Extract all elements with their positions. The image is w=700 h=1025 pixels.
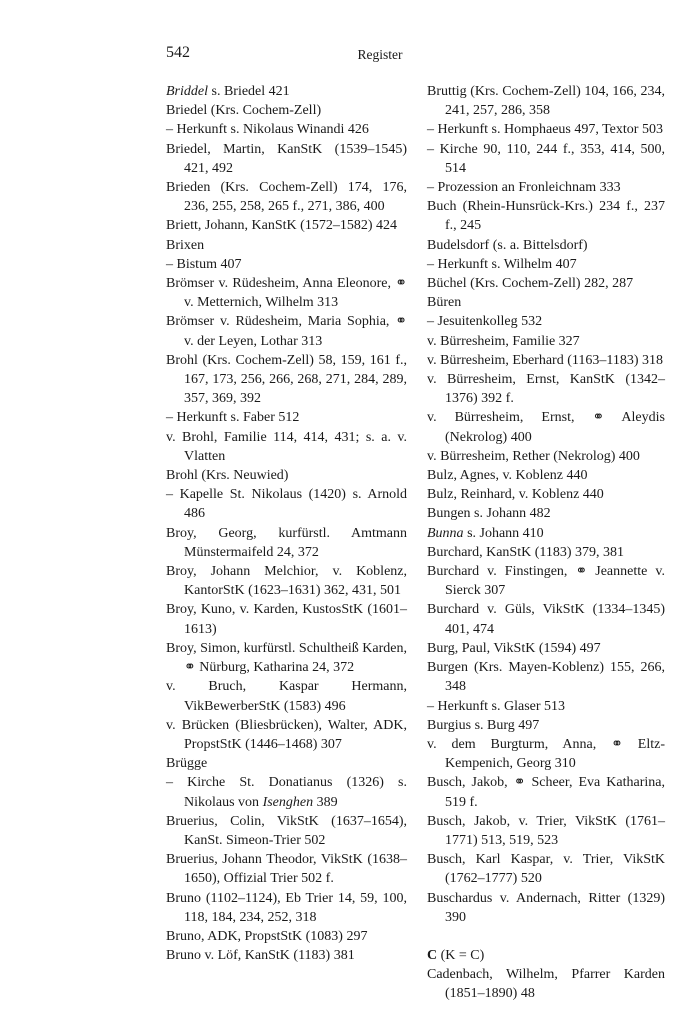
- italic-term: Isenghen: [262, 794, 314, 810]
- entry-text: Bruerius, Colin, VikStK (1637–1654), KanSt. Simeon-Trier 502: [166, 813, 407, 848]
- index-entry: [166, 255, 407, 274]
- page-number: 542: [166, 44, 190, 61]
- index-entry: [427, 562, 665, 600]
- right-column: [427, 82, 665, 1004]
- entry-text: – Herkunft s. Homphaeus 497, Textor 503: [427, 122, 663, 138]
- entry-text: v. Bürresheim, Eberhard (1163–1183) 318: [427, 352, 663, 368]
- index-entry: [427, 178, 665, 197]
- index-entry: [427, 850, 665, 888]
- index-entry: [166, 562, 407, 600]
- entry-text: v. Bürresheim, Familie 327: [427, 333, 580, 349]
- entry-text: v. Bürresheim, Rether (Nekrolog) 400: [427, 448, 640, 464]
- index-entry: [427, 697, 665, 716]
- index-entry: [166, 408, 407, 427]
- index-entry: [427, 197, 665, 235]
- entry-text: Burchard, KanStK (1183) 379, 381: [427, 544, 625, 560]
- index-entry: [166, 216, 407, 235]
- entry-text: Broy, Simon, kurfürstl. Schultheiß Karden, ⚭ Nürburg, Katharina 24, 372: [166, 640, 407, 676]
- left-column: [166, 82, 407, 965]
- index-entry: [427, 965, 665, 1003]
- index-entry: [166, 677, 407, 715]
- entry-text: Briedel (Krs. Cochem-Zell): [166, 103, 322, 119]
- index-entry: [166, 812, 407, 850]
- entry-text: – Herkunft s. Faber 512: [166, 410, 300, 426]
- index-entry: [166, 600, 407, 638]
- entry-text: Brixen: [166, 237, 205, 253]
- entry-text: – Herkunft s. Glaser 513: [427, 698, 566, 714]
- index-entry: [166, 178, 407, 216]
- index-entry: [427, 504, 665, 523]
- entry-text: – Kirche 90, 110, 244 f., 353, 414, 500, 514: [427, 141, 665, 176]
- entry-text: s. Johann 410: [467, 525, 544, 541]
- entry-text: Bungen s. Johann 482: [427, 506, 551, 522]
- index-entry: [427, 255, 665, 274]
- entry-text: – Kapelle St. Nikolaus (1420) s. Arnold 486: [166, 487, 407, 522]
- entry-text: Broy, Kuno, v. Karden, KustosStK (1601–1613): [166, 602, 407, 637]
- index-entry: [166, 524, 407, 562]
- index-entry: [427, 600, 665, 638]
- entry-text: Büren: [427, 295, 462, 311]
- index-entry: [166, 485, 407, 523]
- index-entry: [427, 408, 665, 446]
- index-entry: [427, 639, 665, 658]
- index-entry: [166, 140, 407, 178]
- entry-text: v. Bürresheim, Ernst, KanStK (1342–1376) 392 f.: [427, 372, 665, 407]
- index-entry: [166, 754, 407, 773]
- entry-text: Burchard v. Güls, VikStK (1334–1345) 401, 474: [427, 602, 665, 637]
- index-entry: [427, 485, 665, 504]
- index-entry: [427, 312, 665, 331]
- section-note: (K = C): [437, 947, 485, 963]
- index-entry: [166, 466, 407, 485]
- index-entry: [427, 812, 665, 850]
- italic-term: Briddel: [166, 84, 208, 99]
- index-entry: [166, 351, 407, 409]
- entry-text: Briett, Johann, KanStK (1572–1582) 424: [166, 218, 397, 234]
- index-entry: [427, 120, 665, 139]
- index-entry: [166, 889, 407, 927]
- index-entry: [427, 236, 665, 255]
- entry-text: v. Brücken (Bliesbrücken), Walter, ADK, PropstStK (1446–1468) 307: [166, 717, 407, 752]
- entry-text: – Prozession an Fronleichnam 333: [427, 180, 621, 196]
- entry-text: Brieden (Krs. Cochem-Zell) 174, 176, 236, 255, 258, 265 f., 271, 386, 400: [166, 180, 407, 215]
- entry-text: Bulz, Reinhard, v. Koblenz 440: [427, 487, 604, 503]
- index-entry: [427, 716, 665, 735]
- entry-text: Broy, Johann Melchior, v. Koblenz, KantorStK (1623–1631) 362, 431, 501: [166, 564, 407, 599]
- entry-text: Brömser v. Rüdesheim, Maria Sophia, ⚭ v. der Leyen, Lothar 313: [166, 314, 407, 349]
- entry-text: Busch, Karl Kaspar, v. Trier, VikStK (1762–1777) 520: [427, 852, 665, 887]
- index-entry: [427, 466, 665, 485]
- entry-text: Budelsdorf (s. a. Bittelsdorf): [427, 237, 588, 253]
- entry-text: v. Bürresheim, Ernst, ⚭ Aleydis (Nekrolog) 400: [427, 410, 665, 445]
- entry-text: s. Briedel 421: [211, 84, 290, 99]
- entry-text: Briedel, Martin, KanStK (1539–1545) 421, 492: [166, 141, 407, 176]
- entry-text: Bruttig (Krs. Cochem-Zell) 104, 166, 234, 241, 257, 286, 358: [427, 84, 665, 119]
- entry-text: Bulz, Agnes, v. Koblenz 440: [427, 468, 588, 484]
- index-entry: [166, 927, 407, 946]
- index-entry: [427, 351, 665, 370]
- entry-text: Burchard v. Finstingen, ⚭ Jeannette v. Sierck 307: [427, 564, 665, 599]
- index-entry: [166, 850, 407, 888]
- running-head: Register: [357, 47, 403, 62]
- index-entry: [427, 543, 665, 562]
- index-entry: [166, 946, 407, 965]
- entry-text: Bruerius, Johann Theodor, VikStK (1638–1650), Offizial Trier 502 f.: [166, 852, 407, 887]
- index-entry: [427, 82, 665, 120]
- entry-text: Büchel (Krs. Cochem-Zell) 282, 287: [427, 276, 634, 292]
- index-entry: [166, 639, 407, 677]
- index-entry: [427, 140, 665, 178]
- entry-text: Brömser v. Rüdesheim, Anna Eleonore, ⚭ v. Metternich, Wilhelm 313: [166, 276, 407, 311]
- entry-text: Buschardus v. Andernach, Ritter (1329) 390: [427, 890, 665, 925]
- entry-text: Busch, Jakob, v. Trier, VikStK (1761–1771) 513, 519, 523: [427, 813, 665, 848]
- index-entry: [427, 773, 665, 811]
- entry-text: – Bistum 407: [166, 256, 242, 272]
- entry-text: v. Brohl, Familie 114, 414, 431; s. a. v. Vlatten: [166, 429, 407, 464]
- entry-text: Bruno (1102–1124), Eb Trier 14, 59, 100, 118, 184, 234, 252, 318: [166, 890, 407, 925]
- index-entry: [427, 447, 665, 466]
- index-entry: [427, 293, 665, 312]
- entry-text: Cadenbach, Wilhelm, Pfarrer Karden (1851–1890) 48: [427, 967, 665, 1002]
- entry-text: Burgen (Krs. Mayen-Koblenz) 155, 266, 348: [427, 660, 665, 695]
- entry-pages: 389: [313, 794, 338, 810]
- entry-text: Brohl (Krs. Neuwied): [166, 468, 289, 484]
- entry-text: Burg, Paul, VikStK (1594) 497: [427, 640, 601, 656]
- section-letter: C: [427, 947, 438, 963]
- index-entry: [166, 120, 407, 139]
- index-entry: [427, 332, 665, 351]
- index-entry: [427, 524, 665, 543]
- entry-text: Brügge: [166, 756, 208, 772]
- index-entry: [166, 773, 407, 811]
- index-entry: [166, 236, 407, 255]
- index-entry: [427, 889, 665, 927]
- index-entry: [166, 101, 407, 120]
- entry-text: Bruno, ADK, PropstStK (1083) 297: [166, 928, 368, 944]
- entry-text: Busch, Jakob, ⚭ Scheer, Eva Katharina, 519 f.: [427, 775, 665, 810]
- italic-term: Bunna: [427, 525, 464, 541]
- entry-text: – Herkunft s. Nikolaus Winandi 426: [166, 122, 369, 138]
- section-heading: [427, 946, 665, 965]
- index-entry: [166, 274, 407, 312]
- entry-text: Brohl (Krs. Cochem-Zell) 58, 159, 161 f., 167, 173, 256, 266, 268, 271, 284, 289, 357, 369, 392: [166, 352, 407, 407]
- entry-text: v. Bruch, Kaspar Hermann, VikBewerberStK (1583) 496: [166, 679, 407, 714]
- index-entry: [166, 428, 407, 466]
- entry-text: v. dem Burgturm, Anna, ⚭ Eltz-Kempenich, Georg 310: [427, 736, 665, 772]
- entry-text: Buch (Rhein-Hunsrück-Krs.) 234 f., 237 f., 245: [427, 199, 665, 234]
- entry-text: – Herkunft s. Wilhelm 407: [427, 256, 577, 272]
- entry-text: – Jesuitenkolleg 532: [427, 314, 543, 330]
- index-entry: [427, 658, 665, 696]
- entry-text: Broy, Georg, kurfürstl. Amtmann Münstermaifeld 24, 372: [166, 525, 407, 560]
- entry-text: Bruno v. Löf, KanStK (1183) 381: [166, 948, 355, 964]
- index-entry: [166, 716, 407, 754]
- entry-text: Burgius s. Burg 497: [427, 717, 540, 733]
- index-entry: [427, 370, 665, 408]
- index-entry: [427, 274, 665, 293]
- entry-text: – Kirche St. Donatianus (1326) s. Nikolaus von: [166, 775, 407, 810]
- index-entry: [166, 82, 407, 101]
- index-entry: [427, 735, 665, 773]
- index-entry: [166, 312, 407, 350]
